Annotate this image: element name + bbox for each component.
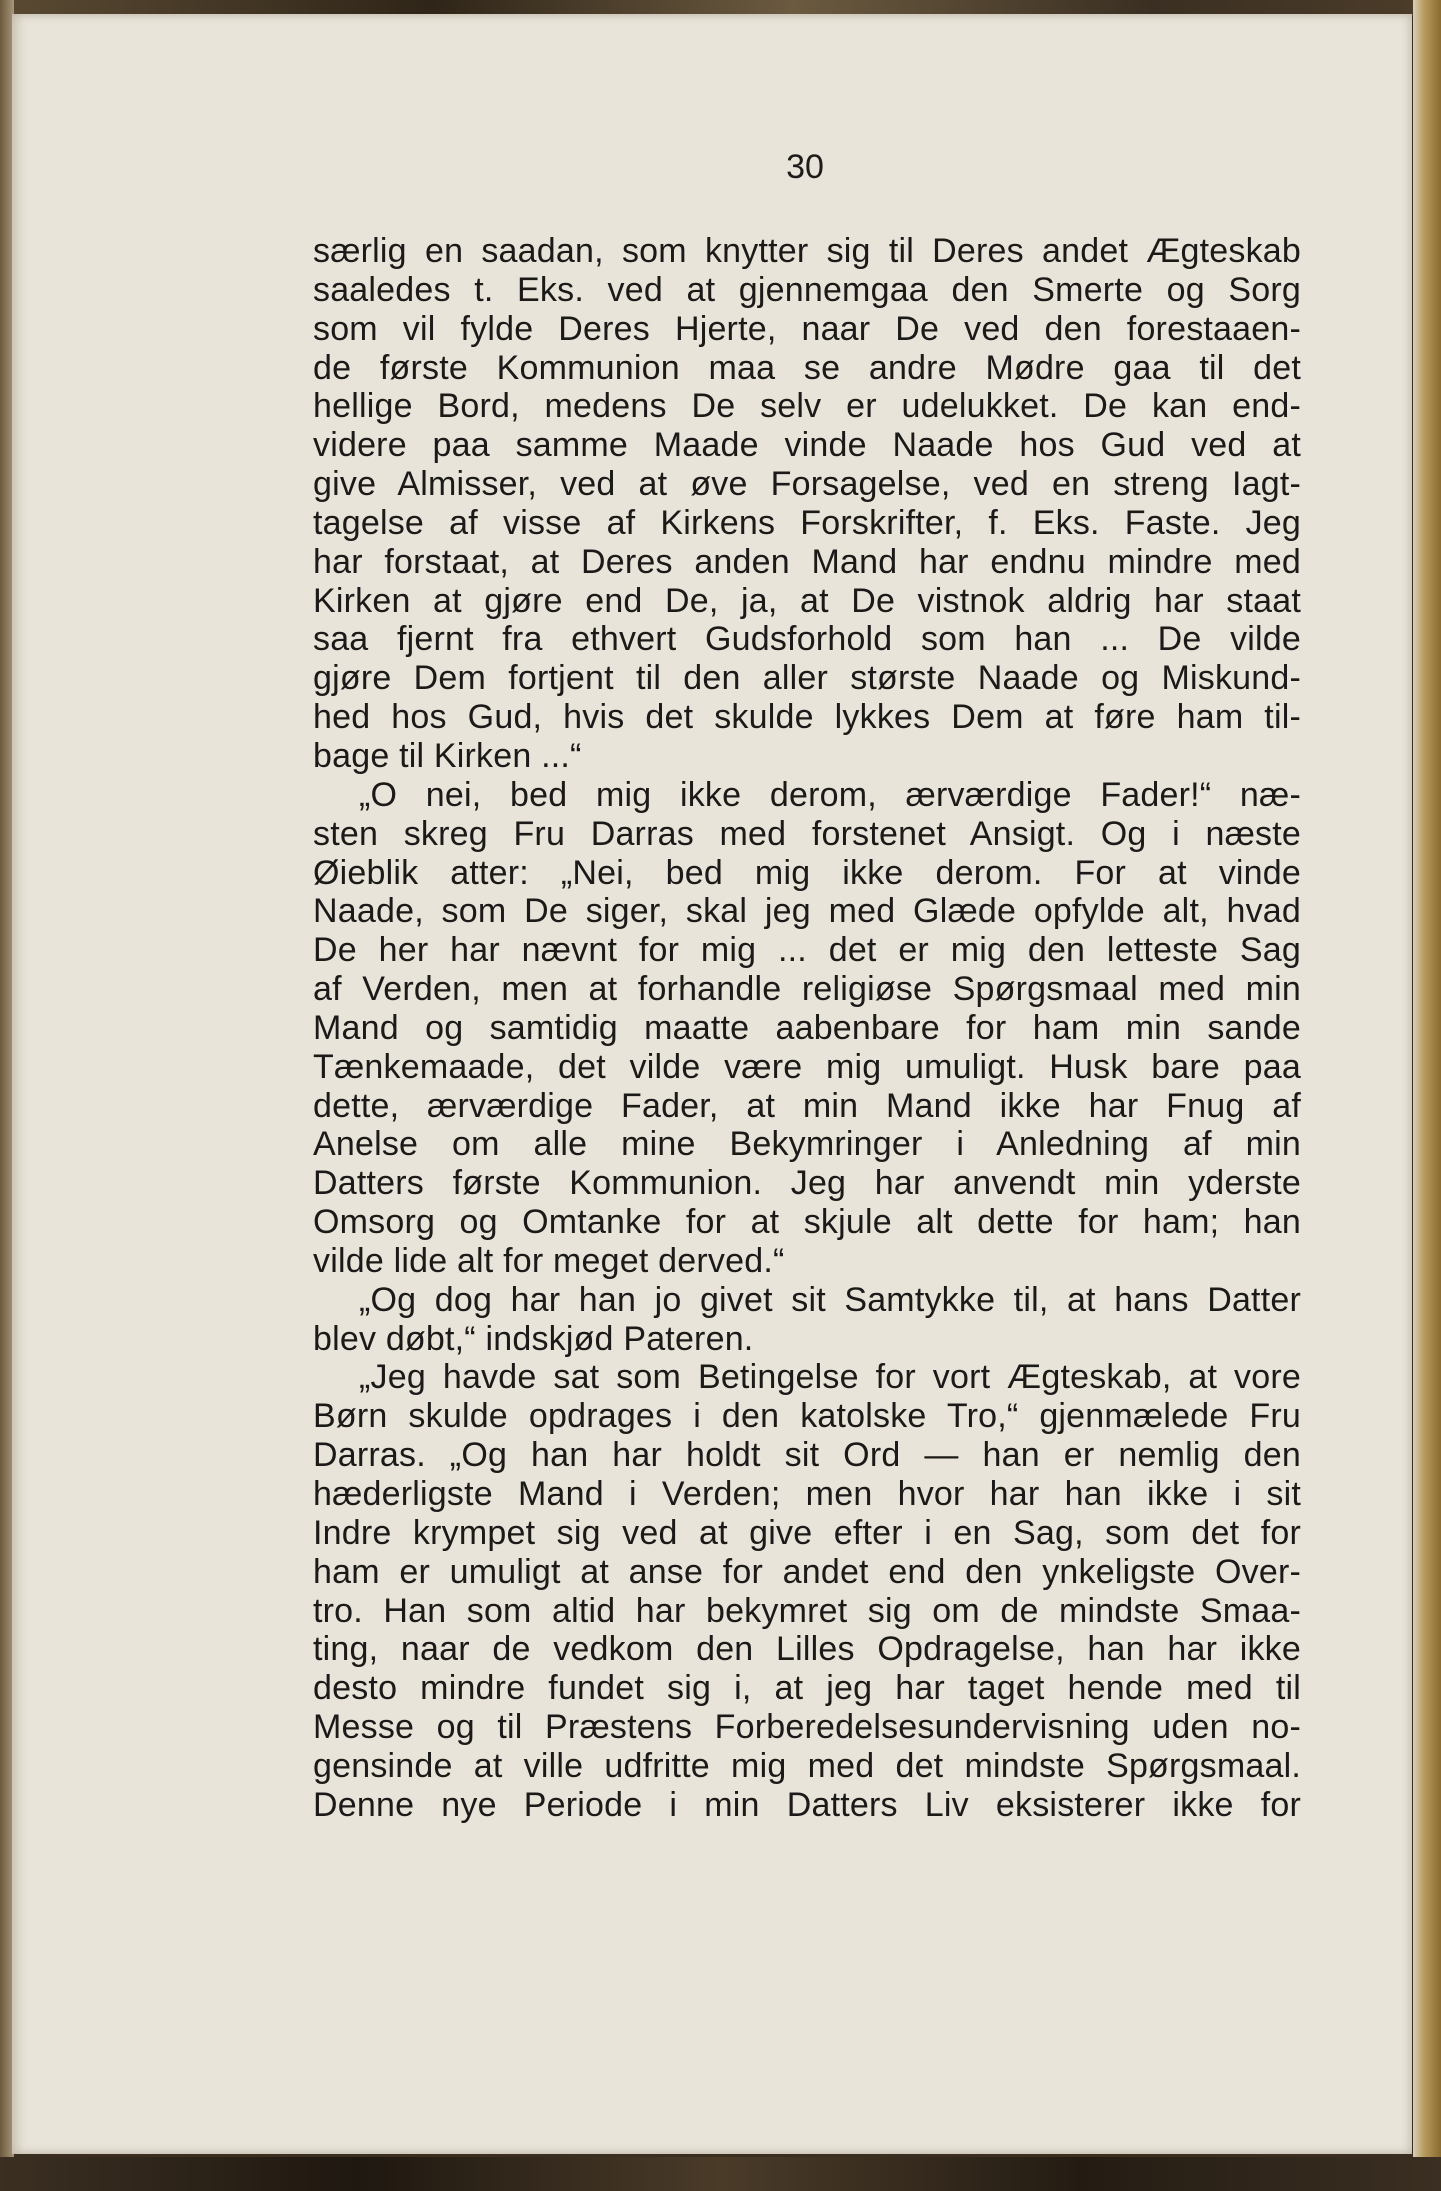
text-line: særlig en saadan, som knytter sig til Deres andet Ægteskab xyxy=(313,232,1301,270)
book-bottom-edge xyxy=(0,2157,1441,2191)
text-line: „Og dog har han jo givet sit Samtykke til, at hans Datter xyxy=(359,1280,1301,1319)
text-line: hæderligste Mand i Verden; men hvor har han ikke i sit xyxy=(313,1475,1301,1513)
text-line: „O nei, bed mig ikke derom, ærværdige Fader!“ næ- xyxy=(359,775,1301,814)
text-line: desto mindre fundet sig i, at jeg har taget hende med til xyxy=(313,1669,1301,1708)
text-line: Kirken at gjøre end De, ja, at De vistnok aldrig har staat xyxy=(313,581,1301,620)
text-line: hed hos Gud, hvis det skulde lykkes Dem at føre ham til- xyxy=(313,698,1301,737)
book-right-edge xyxy=(1413,0,1441,2191)
page-number: 30 xyxy=(786,148,824,186)
text-line: Naade, som De siger, skal jeg med Glæde opfylde alt, hvad xyxy=(313,892,1301,931)
text-line: gjøre Dem fortjent til den aller største Naade og Miskund- xyxy=(313,659,1301,698)
text-line: tagelse af visse af Kirkens Forskrifter, f. Eks. Faste. Jeg xyxy=(313,503,1301,542)
text-line: gensinde at ville udfritte mig med det mindste Spørgsmaal. xyxy=(313,1746,1301,1785)
body-text xyxy=(313,232,1301,1825)
text-line: Denne nye Periode i min Datters Liv eksisterer ikke for xyxy=(313,1785,1301,1824)
text-line: har forstaat, at Deres anden Mand har endnu mindre med xyxy=(313,542,1301,581)
text-line: Øieblik atter: „Nei, bed mig ikke derom. For at vinde xyxy=(313,853,1301,892)
text-line: „Jeg havde sat som Betingelse for vort Ægteskab, at vore xyxy=(359,1358,1301,1397)
text-line: som vil fylde Deres Hjerte, naar De ved den forestaaen- xyxy=(313,309,1301,348)
text-line: videre paa samme Maade vinde Naade hos Gud ved at xyxy=(313,426,1301,465)
text-line: bage til Kirken ...“ xyxy=(313,736,582,775)
text-line: ham er umuligt at anse for andet end den ynkeligste Over- xyxy=(313,1552,1301,1591)
text-line: dette, ærværdige Fader, at min Mand ikke har Fnug af xyxy=(313,1086,1301,1125)
text-line: de første Kommunion maa se andre Mødre gaa til det xyxy=(313,348,1301,387)
text-line: tro. Han som altid har bekymret sig om de mindste Smaa- xyxy=(313,1591,1301,1630)
text-line: ting, naar de vedkom den Lilles Opdragelse, han har ikke xyxy=(313,1630,1301,1669)
text-line: saa fjernt fra ethvert Gudsforhold som han ... De vilde xyxy=(313,620,1301,659)
text-line: sten skreg Fru Darras med forstenet Ansigt. Og i næste xyxy=(313,814,1301,853)
text-line: hellige Bord, medens De selv er udelukket. De kan end- xyxy=(313,387,1301,426)
text-line: blev døbt,“ indskjød Pateren. xyxy=(313,1319,754,1358)
text-line: Anelse om alle mine Bekymringer i Anledning af min xyxy=(313,1125,1301,1164)
text-line: Datters første Kommunion. Jeg har anvendt min yderste xyxy=(313,1164,1301,1203)
text-line: De her har nævnt for mig ... det er mig den letteste Sag xyxy=(313,931,1301,970)
text-line: Børn skulde opdrages i den katolske Tro,“ gjenmælede Fru xyxy=(313,1397,1301,1436)
text-line: Mand og samtidig maatte aabenbare for ham min sande xyxy=(313,1008,1301,1047)
text-line: give Almisser, ved at øve Forsagelse, ved en streng Iagt- xyxy=(313,465,1301,504)
text-line: Omsorg og Omtanke for at skjule alt dette for ham; han xyxy=(313,1203,1301,1242)
text-line: af Verden, men at forhandle religiøse Spørgsmaal med min xyxy=(313,970,1301,1009)
text-line: Messe og til Præstens Forberedelsesundervisning uden no- xyxy=(313,1708,1301,1747)
text-line: Indre krympet sig ved at give efter i en Sag, som det for xyxy=(313,1513,1301,1552)
text-line: saaledes t. Eks. ved at gjennemgaa den Smerte og Sorg xyxy=(313,270,1301,309)
text-line: vilde lide alt for meget derved.“ xyxy=(313,1241,785,1280)
text-line: Darras. „Og han har holdt sit Ord — han er nemlig den xyxy=(313,1436,1301,1475)
text-line: Tænkemaade, det vilde være mig umuligt. Husk bare paa xyxy=(313,1047,1301,1086)
